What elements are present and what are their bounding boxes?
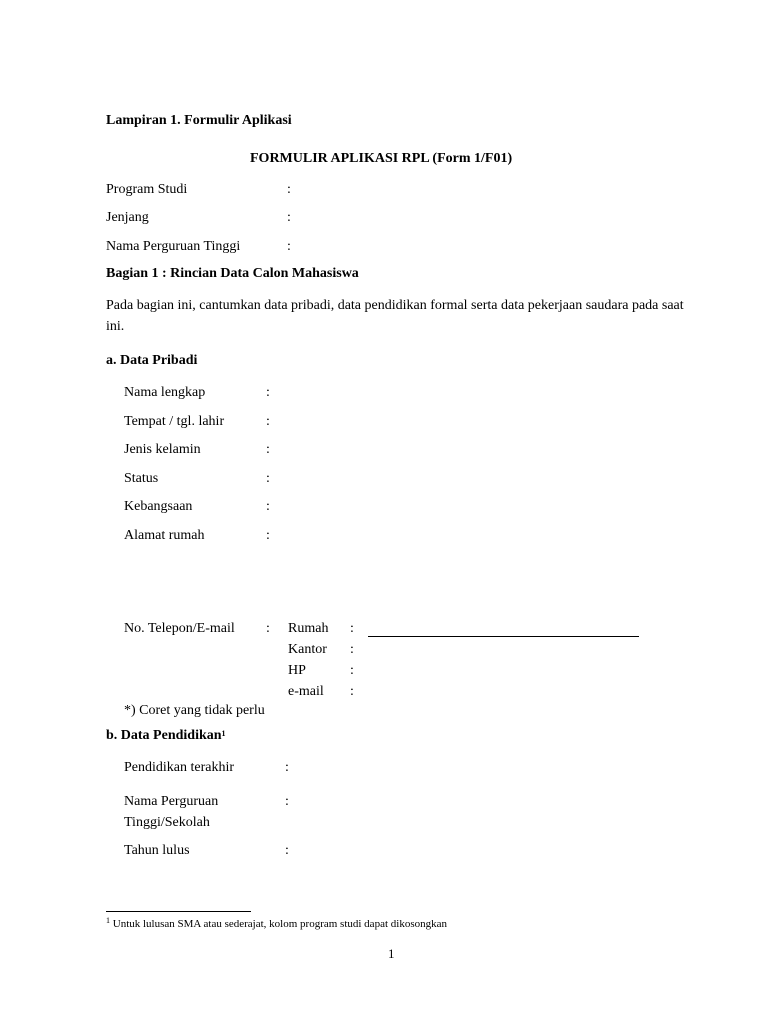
phone-label-email: e-mail	[288, 684, 324, 699]
footnote	[106, 918, 447, 930]
field-label-alamat-rumah: Alamat rumah	[124, 528, 205, 543]
rumah-fill-line	[368, 636, 639, 637]
field-label-kebangsaan: Kebangsaan	[124, 499, 193, 514]
field-label-nama-perguruan-tinggi: Nama Perguruan Tinggi	[106, 239, 241, 254]
field-label-tahun-lulus: Tahun lulus	[124, 843, 190, 858]
field-colon: :	[266, 414, 270, 429]
field-label-telepon-email: No. Telepon/E-mail	[124, 621, 235, 636]
field-colon: :	[266, 385, 270, 400]
footnote-marker: 1	[221, 729, 226, 738]
field-label-tempat-tgl-lahir: Tempat / tgl. lahir	[124, 414, 225, 429]
data-pribadi-heading: a. Data Pribadi	[106, 353, 198, 368]
field-colon: :	[266, 528, 270, 543]
intro-paragraph: Pada bagian ini, cantumkan data pribadi, data pendidikan formal serta data pekerjaan saudara pada saat ini.	[106, 298, 684, 334]
phone-label-rumah: Rumah	[288, 621, 329, 636]
phone-label-kantor: Kantor	[288, 642, 327, 657]
field-colon: :	[266, 471, 270, 486]
footnote-separator	[106, 911, 251, 912]
field-label-nama-lengkap: Nama lengkap	[124, 385, 206, 400]
lampiran-title: Lampiran 1. Formulir Aplikasi	[106, 113, 292, 128]
field-colon: :	[350, 663, 354, 678]
field-label-program-studi: Program Studi	[106, 182, 188, 197]
field-label-jenis-kelamin: Jenis kelamin	[124, 442, 201, 457]
field-label-pendidikan-terakhir: Pendidikan terakhir	[124, 760, 235, 775]
field-colon: :	[285, 794, 289, 809]
field-colon: :	[350, 642, 354, 657]
page-number: 1	[388, 946, 395, 961]
phone-label-hp: HP	[288, 663, 306, 678]
data-pendidikan-heading: b. Data Pendidikan$^1$	[106, 728, 226, 743]
footnote-text: Untuk lulusan SMA atau sederajat, kolom program studi dapat dikosongkan	[110, 918, 447, 930]
field-label-status: Status	[124, 471, 159, 486]
field-colon: :	[287, 239, 291, 254]
field-label-nama-perguruan: Nama Perguruan	[124, 794, 219, 809]
field-label-tinggi-sekolah: Tinggi/Sekolah	[124, 815, 210, 830]
footnote-number: 1	[106, 916, 110, 925]
form-title: FORMULIR APLIKASI RPL (Form 1/F01)	[250, 151, 513, 166]
field-colon: :	[266, 442, 270, 457]
section-heading: Bagian 1 : Rincian Data Calon Mahasiswa	[106, 266, 359, 281]
note-coret: *) Coret yang tidak perlu	[124, 703, 265, 718]
field-colon: :	[350, 621, 354, 636]
field-colon: :	[287, 182, 291, 197]
field-colon: :	[287, 210, 291, 225]
field-label-jenjang: Jenjang	[106, 210, 149, 225]
field-colon: :	[285, 843, 289, 858]
field-colon: :	[285, 760, 289, 775]
field-colon: :	[266, 499, 270, 514]
field-colon: :	[266, 621, 270, 636]
field-colon: :	[350, 684, 354, 699]
